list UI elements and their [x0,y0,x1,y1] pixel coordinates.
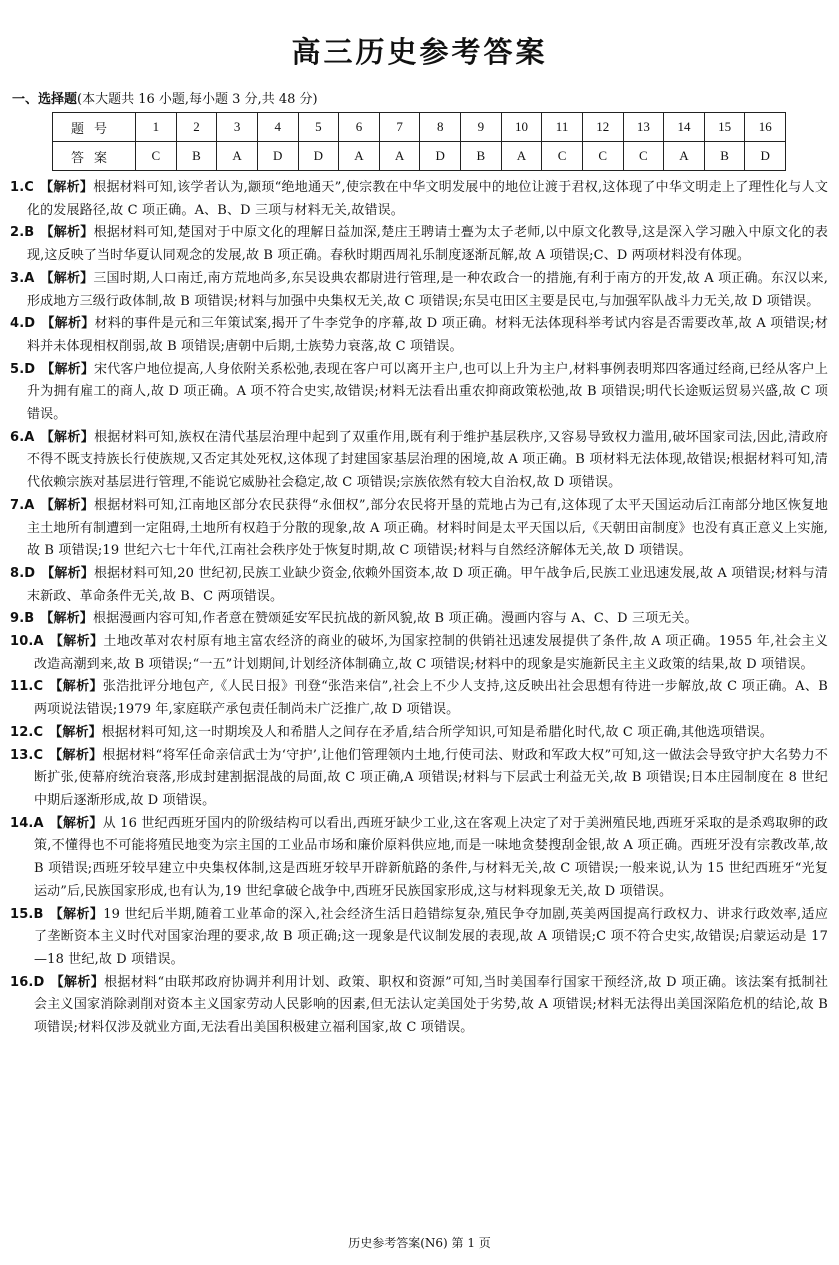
explanation-text: 根据材料可知,20 世纪初,民族工业缺少资金,依赖外国资本,故 D 项正确。甲午战争后,民族工业迅速发展,故 A 项错误;材料与清末新政、革命条件无关,故 B、C 两项错误。 [27,565,828,604]
explanation-text: 张浩批评分地包产,《人民日报》刊登“张浩来信”,社会上不少人支持,这反映出社会思想有待进一步解放,故 C 项正确。A、B 两项说法错误;1979 年,家庭联产承包责任制尚未广泛推广,故 D 项错误。 [34,679,828,718]
explanation-item [10,495,828,563]
question-number-cell: 3 [217,113,258,142]
explanation-item [10,177,828,222]
question-key: 15.B [10,906,44,922]
explanation-item [10,563,828,608]
explanation-item [10,359,828,427]
question-number-cell: 5 [298,113,339,142]
question-key: 7.A [10,497,35,513]
question-number-header: 题号 [53,113,136,142]
explanation-tag: 【解析】 [49,906,104,922]
question-key: 2.B [10,225,35,241]
question-number-row [53,113,786,142]
question-key: 13.C [10,747,44,763]
explanation-item [10,813,828,904]
explanation-item [10,631,828,676]
question-number-cell: 12 [582,113,623,142]
answer-cell: C [582,142,623,171]
explanation-text: 根据材料“由联邦政府协调并利用计划、政策、职权和资源”可知,当时美国奉行国家干预经济,故 D 项正确。该法案有抵制社会主义国家消除剥削对资本主义国家劳动人民影响的因素,但无法认定美国处于劣势,故 A 项错误;材料无法得出美国深陷危机的结论,故 B 项错误;材料仅涉及就业方面,无法看出美国积极建立福利国家,故 C 项错误。 [34,974,828,1036]
explanation-item [10,608,828,631]
explanation-tag: 【解析】 [41,316,95,332]
explanation-tag: 【解析】 [49,747,103,763]
explanation-tag: 【解析】 [40,429,95,445]
explanation-item [10,268,828,313]
question-number-cell: 14 [664,113,705,142]
explanation-item [10,722,828,745]
explanation-text: 从 16 世纪西班牙国内的阶级结构可以看出,西班牙缺少工业,这在客观上决定了对于美洲殖民地,西班牙采取的是杀鸡取卵的政策,不懂得也不可能将殖民地变为宗主国的工业品市场和廉价原料供应地,而是一味地贪婪搜刮金银,故 A 项正确。西班牙没有宗教改革,故 B 项错误;西班牙较早建立中央集权体制,这是西班牙较早开辟新航路的条件,与材料无关,故 C 项错误;一般来说,认为 15 世纪西班牙“光复运动”后,民族国家形成,也有认为,19 世纪拿破仑战争中,西班牙民族国家形成,这与材料现象无关,故 D 项错误。 [34,815,828,899]
page-footer: 历史参考答案(N6) 第 1 页 [348,1236,491,1250]
answer-cell: B [461,142,502,171]
answer-cell: C [542,142,583,171]
question-key: 1.C [10,180,34,195]
explanation-tag: 【解析】 [39,180,94,195]
question-key: 16.D [10,974,45,990]
question-number-cell: 9 [461,113,502,142]
explanation-item [10,222,828,267]
explanation-text: 宋代客户地位提高,人身依附关系松弛,表现在客户可以离开主户,也可以上升为主户,材料事例表明郑四客通过经商,已经从客户上升为拥有雇工的商人,故 D 项正确。A 项不符合史实,故错误;材料无法看出重农抑商政策松弛,故 B 项错误;明代长途贩运贸易兴盛,故 C 项错误。 [27,361,828,423]
answer-cell: D [257,142,298,171]
explanation-tag: 【解析】 [49,815,103,831]
explanation-item [10,676,828,721]
explanation-item [10,972,828,1040]
explanation-text: 土地改革对农村原有地主富农经济的商业的破坏,为国家控制的供销社迅速发展提供了条件,故 A 项正确。1955 年,社会主义改造高潮到来,故 B 项错误;“一五”计划期间,计划经济体制确立,故 C 项错误;材料中的现象是实施新民主主义政策的结果,故 D 项错误。 [34,634,828,672]
question-number-cell: 10 [501,113,542,142]
question-key: 3.A [10,270,35,286]
question-key: 14.A [10,815,44,831]
explanation-tag: 【解析】 [49,634,104,650]
question-key: 6.A [10,429,35,445]
answer-cell: A [217,142,258,171]
explanation-tag: 【解析】 [40,611,93,627]
question-number-cell: 1 [136,113,177,142]
answer-header: 答案 [53,142,136,171]
explanation-text: 根据材料可知,该学者认为,颛顼“绝地通天”,使宗教在中华文明发展中的地位让渡于君权,这体现了中华文明走上了理性化与人文化的发展路径,故 C 项正确。A、B、D 三项与材料无关,故错误。 [27,180,829,218]
question-number-cell: 13 [623,113,664,142]
question-key: 8.D [10,565,36,581]
question-number-cell: 8 [420,113,461,142]
explanation-tag: 【解析】 [40,497,95,513]
question-number-cell: 11 [542,113,583,142]
question-key: 4.D [10,316,36,332]
question-key: 12.C [10,724,44,740]
explanation-item [10,745,828,813]
answer-cell: C [623,142,664,171]
answer-cell: A [379,142,420,171]
explanation-text: 三国时期,人口南迁,南方荒地尚多,东吴设典农都尉进行管理,是一种农政合一的措施,有利于南方的开发,故 A 项正确。东汉以来,形成地方三级行政体制,故 B 项错误;材料与加强中央集权无关,故 C 项错误;东吴屯田区主要是民屯,与加强军队战斗力无关,故 D 项错误。 [27,270,828,309]
answer-table [52,112,786,171]
question-key: 11.C [10,679,44,695]
explanation-text: 根据材料可知,族权在清代基层治理中起到了双重作用,既有利于维护基层秩序,又容易导致权力滥用,破坏国家司法,因此,清政府不得不既支持族长行使族规,又否定其处死权,这体现了封建国家基层治理的困境,故 A 项正确。B 项材料无法体现,故错误;根据材料可知,清代依赖宗族对基层进行管理,不能说它威胁社会稳定,故 C 项错误;宗族依然有较大自治权,故 D 项错误。 [27,429,828,491]
question-number-cell: 4 [257,113,298,142]
answer-cell: D [298,142,339,171]
explanation-tag: 【解析】 [50,974,105,990]
explanation-item [10,313,828,358]
answer-cell: B [704,142,745,171]
explanation-text: 根据材料可知,江南地区部分农民获得“永佃权”,部分农民将开垦的荒地占为己有,这体现了太平天国运动后江南部分地区恢复地主土地所有制遭到一定阻碍,土地所有权趋于分散的现象,故 A 项正确。材料时间是太平天国以后,《天朝田亩制度》也没有真正意义上实施,故 B 项错误;19 世纪六七十年代,江南社会秩序处于恢复时期,故 C 项错误;材料与自然经济解体无关,故 D 项错误。 [27,497,828,559]
question-number-cell: 2 [176,113,217,142]
explanation-tag: 【解析】 [49,724,102,740]
explanation-item [10,904,828,972]
question-key: 5.D [10,361,36,377]
section-note: (本大题共 16 小题,每小题 3 分,共 48 分) [77,92,318,107]
question-number-cell: 16 [745,113,786,142]
explanation-text: 根据材料可知,楚国对于中原文化的理解日益加深,楚庄王聘请士亹为太子老师,以中原文化教导,这是深入学习融入中原文化的表现,这反映了当时华夏认同观念的发展,故 B 项正确。春秋时期西周礼乐制度逐渐瓦解,故 A 项错误;C、D 两项材料没有体现。 [27,225,828,264]
page-title: 高三历史参考答案 [291,35,548,69]
answer-cell: A [501,142,542,171]
explanation-list [10,177,828,1040]
question-number-cell: 15 [704,113,745,142]
question-key: 10.A [10,634,44,650]
section-heading [12,88,318,107]
explanation-text: 根据材料“将军任命亲信武士为‘守护’,让他们管理领内土地,行使司法、财政和军政大权”可知,这一做法会导致守护大名势力不断扩张,使幕府统治衰落,形成封建割据混战的局面,故 C 项正确,A 项错误;材料与下层武士利益无关,故 B 项错误;日本庄园制度在 8 世纪中期后逐渐形成,故 D 项错误。 [34,747,828,808]
explanation-tag: 【解析】 [49,679,103,695]
answer-cell: D [420,142,461,171]
answer-cell: B [176,142,217,171]
explanation-tag: 【解析】 [41,361,95,377]
explanation-text: 根据漫画内容可知,作者意在赞颂延安军民抗战的新风貌,故 B 项正确。漫画内容与 A、C、D 三项无关。 [92,611,698,627]
explanation-tag: 【解析】 [40,225,94,241]
question-number-cell: 7 [379,113,420,142]
answer-row [53,142,786,171]
explanation-text: 材料的事件是元和三年策试案,揭开了牛李党争的序幕,故 D 项正确。材料无法体现科举考试内容是否需要改革,故 A 项错误;材料并未体现相权削弱,故 B 项错误;唐朝中后期,士族势力衰落,故 C 项错误。 [27,316,828,354]
explanation-item [10,427,828,495]
explanation-text: 根据材料可知,这一时期埃及人和希腊人之间存在矛盾,结合所学知识,可知是希腊化时代,故 C 项正确,其他选项错误。 [101,724,774,740]
question-key: 9.B [10,611,35,627]
answer-cell: A [339,142,380,171]
explanation-tag: 【解析】 [40,270,94,286]
answer-cell: D [745,142,786,171]
explanation-tag: 【解析】 [41,565,94,581]
explanation-text: 19 世纪后半期,随着工业革命的深入,社会经济生活日趋错综复杂,殖民争夺加剧,英美两国提高行政权力、讲求行政效率,适应了垄断资本主义时代对国家治理的要求,故 B 项正确;这一现象是代议制发展的表现,故 A 项错误;C 项不符合史实,故错误;启蒙运动是 17—18 世纪,故 D 项错误。 [34,906,828,967]
section-title: 一、选择题 [12,92,78,107]
answer-cell: C [136,142,177,171]
question-number-cell: 6 [339,113,380,142]
answer-cell: A [664,142,705,171]
